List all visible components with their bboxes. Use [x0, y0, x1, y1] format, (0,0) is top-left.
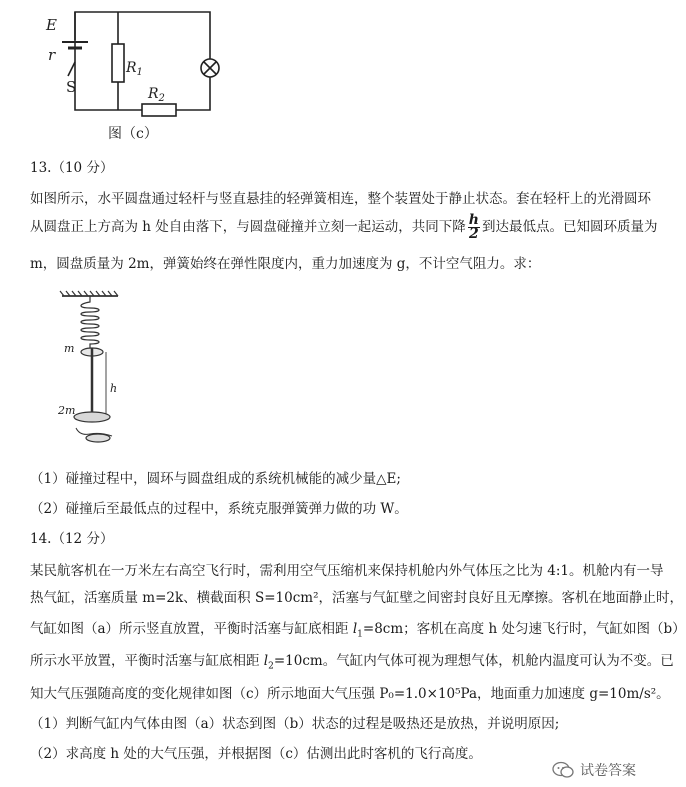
- q14-line5: 知大气压强随高度的变化规律如图（c）所示地面大气压强 P₀=1.0×10⁵Pa，地面重力加速度 g=10m/s²。: [30, 686, 670, 702]
- spring-diagram: [48, 290, 148, 450]
- label-h: h: [110, 382, 118, 395]
- symbol-l2-sub: 2: [268, 661, 274, 672]
- symbol-l1-sub: 1: [357, 629, 363, 640]
- q13-sub2: （2）碰撞后至最低点的过程中，系统克服弹簧弹力做的功 W。: [30, 501, 408, 517]
- watermark: [552, 760, 636, 780]
- spring-disk-figure: [48, 290, 148, 450]
- label-r: r: [48, 46, 56, 64]
- symbol-l1: l: [352, 621, 358, 637]
- frac-denominator: 2: [469, 226, 479, 242]
- q14-number: 14.（12 分）: [30, 531, 114, 547]
- label-E: E: [46, 16, 57, 34]
- circuit-figure-c: [30, 0, 230, 148]
- q14-line4-part-a: 所示水平放置，平衡时活塞与缸底相距: [30, 653, 264, 669]
- figure-caption: 图（c）: [108, 126, 158, 142]
- q14-line3-part-b: =8cm；客机在高度 h 处匀速飞行时，气缸如图（b）: [362, 621, 686, 637]
- watermark-text: 试卷答案: [580, 763, 636, 779]
- label-S: S: [66, 78, 77, 96]
- circuit-diagram: [30, 0, 230, 148]
- q13-paragraph-line3: m，圆盘质量为 2m，弹簧始终在弹性限度内，重力加速度为 g，不计空气阻力。求：: [30, 256, 541, 272]
- q14-sub2: （2）求高度 h 处的大气压强，并根据图（c）估测出此时客机的飞行高度。: [30, 746, 482, 762]
- q13-number: 13.（10 分）: [30, 160, 114, 176]
- q13-paragraph-line1: 如图所示，水平圆盘通过轻杆与竖直悬挂的轻弹簧相连，整个装置处于静止状态。套在轻杆上的光滑圆环: [30, 191, 651, 207]
- q14-line4-part-b: =10cm。气缸内气体可视为理想气体，机舱内温度可认为不变。已: [273, 653, 674, 669]
- label-m: m: [64, 342, 75, 355]
- q14-line1: 某民航客机在一万米左右高空飞行时，需利用空气压缩机来保持机舱内外气体压之比为 4:1。机舱内有一导: [30, 563, 664, 579]
- q14-line3: [30, 621, 686, 643]
- q14-line4: [30, 653, 674, 675]
- q13-sub1: （1）碰撞过程中，圆环与圆盘组成的系统机械能的减少量△E;: [30, 471, 401, 487]
- fraction-h-over-2: [468, 214, 480, 241]
- q13-paragraph-line2: [30, 214, 657, 241]
- q14-line3-part-a: 气缸如图（a）所示竖直放置，平衡时活塞与缸底相距: [30, 621, 353, 637]
- symbol-l2: l: [263, 653, 269, 669]
- label-R2: $R_2$: [148, 86, 165, 104]
- q14-line2: 热气缸，活塞质量 m=2k、横截面积 S=10cm²，活塞与气缸壁之间密封良好且无摩擦。客机在地面静止时，: [30, 590, 683, 606]
- label-R1: $R_1$: [126, 60, 143, 78]
- q13-line2-part-b: 到达最低点。已知圆环质量为: [481, 219, 658, 235]
- frac-numerator: h: [468, 212, 479, 228]
- q13-line2-part-a: 从圆盘正上方高为 h 处自由落下，与圆盘碰撞并立刻一起运动，共同下降: [30, 219, 466, 235]
- label-2m: 2m: [58, 404, 76, 417]
- q14-sub1: （1）判断气缸内气体由图（a）状态到图（b）状态的过程是吸热还是放热，并说明原因;: [30, 716, 560, 732]
- wechat-icon: [552, 761, 574, 779]
